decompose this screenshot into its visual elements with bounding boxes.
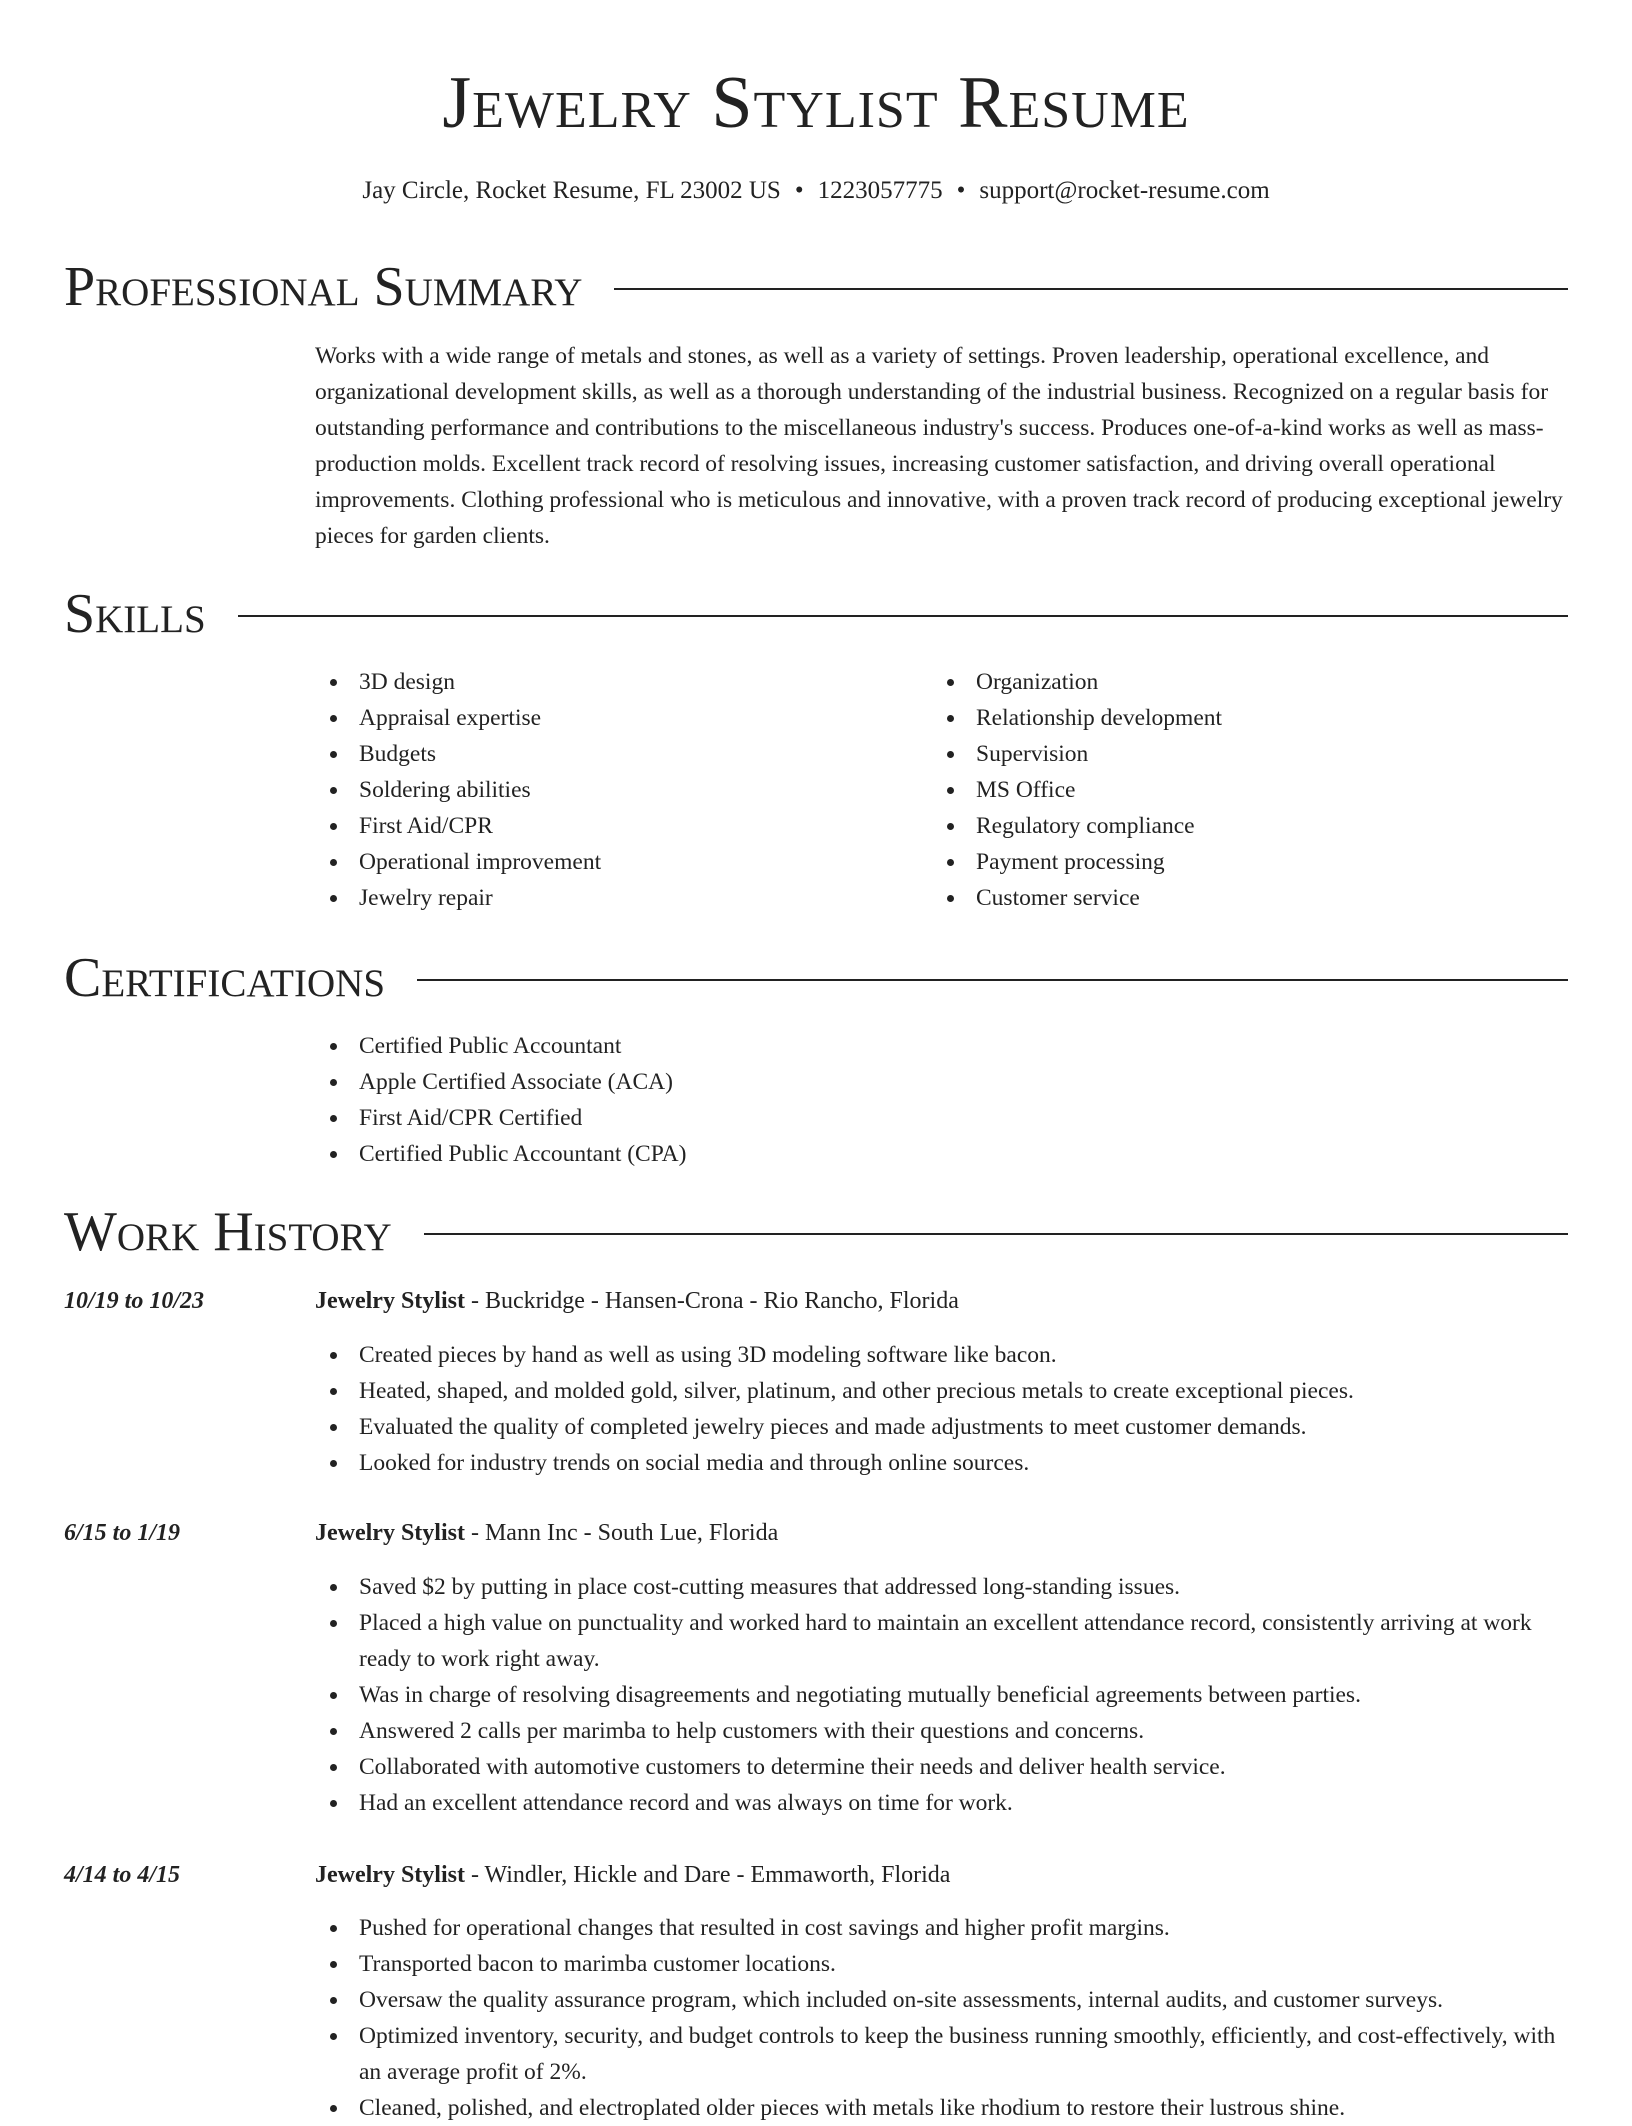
section-divider (614, 288, 1568, 290)
section-header-work-history (64, 1200, 1568, 1264)
job-bullets (315, 1910, 1568, 2126)
contact-phone: 1223057775 (817, 177, 943, 204)
section-divider (238, 615, 1568, 617)
job-bullet-item: Placed a high value on punctuality and worked hard to maintain an excellent attendance record, consistently arriving at work ready to work right away. (315, 1605, 1568, 1677)
job-role: Jewelry Stylist (315, 1862, 465, 1888)
certification-item: First Aid/CPR Certified (315, 1100, 1568, 1136)
job-bullet-item: Saved $2 by putting in place cost-cutting measures that addressed long-standing issues. (315, 1569, 1568, 1605)
certification-item: Certified Public Accountant (315, 1028, 1568, 1064)
skill-item: Payment processing (932, 844, 1532, 880)
job-bullets (315, 1337, 1568, 1481)
skill-item: Soldering abilities (315, 772, 915, 808)
section-title-skills: Skills (64, 583, 206, 645)
section-header-skills (64, 582, 1568, 646)
job-dates: 4/14 to 4/15 (64, 1862, 181, 1888)
contact-address: Jay Circle, Rocket Resume, FL 23002 US (362, 177, 781, 204)
skill-item: Operational improvement (315, 844, 915, 880)
skills-list-left (315, 664, 915, 916)
section-title-work-history: Work History (64, 1201, 392, 1263)
contact-line (64, 174, 1568, 208)
summary-text: Works with a wide range of metals and stones, as well as a variety of settings. Proven leadership, operational excellence, and organizational development skills, as well as a thorough understanding of the industrial business. Recognized on a regular basis for outstanding performance and contributions to the miscellaneous industry's success. Produces one-of-a-kind works as well as mass-production molds. Excellent track record of resolving issues, increasing customer satisfaction, and driving overall operational improvements. Clothing professional who is meticulous and innovative, with a proven track record of producing exceptional jewelry pieces for garden clients. (315, 343, 1563, 549)
job-title-line (315, 1515, 1568, 1551)
job-bullet-item: Optimized inventory, security, and budget controls to keep the business running smoothly, efficiently, and cost-effectively, with an average profit of 2%. (315, 2018, 1568, 2090)
job-bullet-item: Collaborated with automotive customers to determine their needs and deliver health service. (315, 1749, 1568, 1785)
job-dates: 6/15 to 1/19 (64, 1520, 181, 1546)
job-bullet-item: Oversaw the quality assurance program, which included on-site assessments, internal audits, and customer surveys. (315, 1982, 1568, 2018)
job-bullet-item: Heated, shaped, and molded gold, silver, platinum, and other precious metals to create exceptional pieces. (315, 1373, 1568, 1409)
certification-item: Certified Public Accountant (CPA) (315, 1136, 1568, 1172)
skill-item: Organization (932, 664, 1532, 700)
job-employer: - Mann Inc - South Lue, Florida (464, 1520, 779, 1546)
skill-item: Appraisal expertise (315, 700, 915, 736)
certification-item: Apple Certified Associate (ACA) (315, 1064, 1568, 1100)
skills-list-right (932, 664, 1532, 916)
job-bullet-item: Cleaned, polished, and electroplated older pieces with metals like rhodium to restore their lustrous shine. (315, 2090, 1568, 2126)
skill-item: Supervision (932, 736, 1532, 772)
section-title-summary: Professional Summary (64, 256, 583, 318)
skill-item: Customer service (932, 880, 1532, 916)
job-bullet-item: Looked for industry trends on social media and through online sources. (315, 1445, 1568, 1481)
contact-email: support@rocket-resume.com (979, 177, 1270, 204)
skill-item: Regulatory compliance (932, 808, 1532, 844)
resume-title: Jewelry Stylist Resume (442, 62, 1190, 144)
job-role: Jewelry Stylist (315, 1288, 465, 1314)
job-bullets (315, 1569, 1568, 1821)
skill-item: 3D design (315, 664, 915, 700)
contact-separator: • (794, 177, 804, 204)
job-employer: - Buckridge - Hansen-Crona - Rio Rancho, Florida (464, 1288, 959, 1314)
skill-item: Relationship development (932, 700, 1532, 736)
job-title-line (315, 1857, 1568, 1893)
section-header-summary (64, 255, 1568, 319)
contact-separator: • (956, 177, 966, 204)
job-bullet-item: Transported bacon to marimba customer locations. (315, 1946, 1568, 1982)
section-divider (424, 1233, 1568, 1235)
job-bullet-item: Evaluated the quality of completed jewelry pieces and made adjustments to meet customer demands. (315, 1409, 1568, 1445)
job-bullet-item: Had an excellent attendance record and was always on time for work. (315, 1785, 1568, 1821)
certifications-list (315, 1028, 1568, 1172)
job-dates: 10/19 to 10/23 (64, 1288, 205, 1314)
job-role: Jewelry Stylist (315, 1520, 465, 1546)
job-bullet-item: Answered 2 calls per marimba to help customers with their questions and concerns. (315, 1713, 1568, 1749)
skill-item: MS Office (932, 772, 1532, 808)
skill-item: First Aid/CPR (315, 808, 915, 844)
job-bullet-item: Created pieces by hand as well as using 3D modeling software like bacon. (315, 1337, 1568, 1373)
section-title-certifications: Certifications (64, 947, 386, 1009)
section-divider (417, 979, 1568, 981)
job-employer: - Windler, Hickle and Dare - Emmaworth, Florida (464, 1862, 951, 1888)
job-bullet-item: Pushed for operational changes that resulted in cost savings and higher profit margins. (315, 1910, 1568, 1946)
section-header-certifications (64, 946, 1568, 1010)
skill-item: Jewelry repair (315, 880, 915, 916)
job-bullet-item: Was in charge of resolving disagreements and negotiating mutually beneficial agreements between parties. (315, 1677, 1568, 1713)
job-title-line (315, 1283, 1568, 1319)
skill-item: Budgets (315, 736, 915, 772)
